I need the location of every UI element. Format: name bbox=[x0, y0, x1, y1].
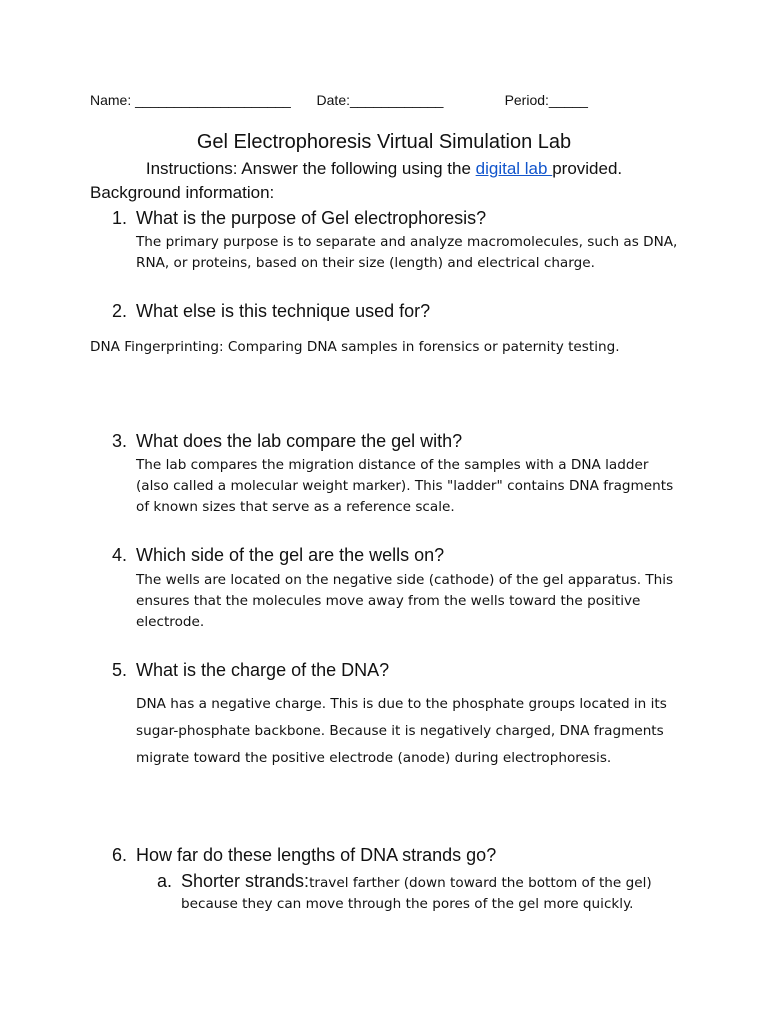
sub-question-label: Shorter strands: bbox=[181, 871, 310, 891]
student-info-line bbox=[90, 92, 650, 108]
answer-2: DNA Fingerprinting: Comparing DNA samples in forensics or paternity testing. bbox=[90, 339, 620, 355]
sub-question-letter: a. bbox=[157, 871, 173, 891]
question-2 bbox=[112, 301, 430, 322]
question-number: 5. bbox=[112, 660, 128, 680]
question-text: What does the lab compare the gel with? bbox=[136, 431, 463, 451]
question-number: 3. bbox=[112, 431, 128, 451]
question-1 bbox=[112, 208, 486, 229]
instructions bbox=[0, 159, 768, 179]
sub-answer-inline: travel farther (down toward the bottom of the gel) bbox=[309, 875, 652, 891]
sub-answer-continued: because they can move through the pores of the gel more quickly. bbox=[181, 896, 634, 912]
sub-question-6a bbox=[157, 871, 652, 892]
question-4 bbox=[112, 545, 444, 566]
answer-1: The primary purpose is to separate and analyze macromolecules, such as DNA, RNA, or proteins, based on their size (length) and electrical charge. bbox=[136, 234, 678, 271]
page-title: Gel Electrophoresis Virtual Simulation Lab bbox=[196, 131, 572, 153]
question-text: What is the charge of the DNA? bbox=[136, 660, 390, 680]
question-3 bbox=[112, 431, 462, 452]
answer-4: The wells are located on the negative side (cathode) of the gel apparatus. This ensures that the molecules move away from the wells toward the positive electrode. bbox=[136, 572, 674, 630]
answer-5: DNA has a negative charge. This is due to the phosphate groups located in its sugar-phosphate backbone. Because it is negatively charged, DNA fragments migrate toward the positive electrode (anode) during electrophoresis. bbox=[136, 696, 667, 766]
question-text: What else is this technique used for? bbox=[136, 301, 431, 321]
name-field[interactable]: Name: ____________________ bbox=[90, 92, 291, 108]
question-number: 6. bbox=[112, 845, 128, 865]
instructions-suffix: provided. bbox=[552, 159, 623, 178]
period-field[interactable]: Period:_____ bbox=[504, 92, 588, 108]
question-number: 2. bbox=[112, 301, 128, 321]
digital-lab-link[interactable]: digital lab bbox=[475, 159, 553, 178]
background-heading: Background information: bbox=[90, 183, 275, 202]
question-number: 4. bbox=[112, 545, 128, 565]
question-6 bbox=[112, 845, 496, 866]
answer-3: The lab compares the migration distance of the samples with a DNA ladder (also called a molecular weight marker). This "ladder" contains DNA fragments of known sizes that serve as a reference scale. bbox=[136, 457, 674, 515]
question-text: What is the purpose of Gel electrophoresis? bbox=[136, 208, 487, 228]
date-field[interactable]: Date:____________ bbox=[316, 92, 444, 108]
question-number: 1. bbox=[112, 208, 128, 228]
question-5 bbox=[112, 660, 389, 681]
instructions-prefix: Instructions: Answer the following using the bbox=[145, 159, 476, 178]
question-text: Which side of the gel are the wells on? bbox=[136, 545, 445, 565]
question-text: How far do these lengths of DNA strands go? bbox=[136, 845, 497, 865]
